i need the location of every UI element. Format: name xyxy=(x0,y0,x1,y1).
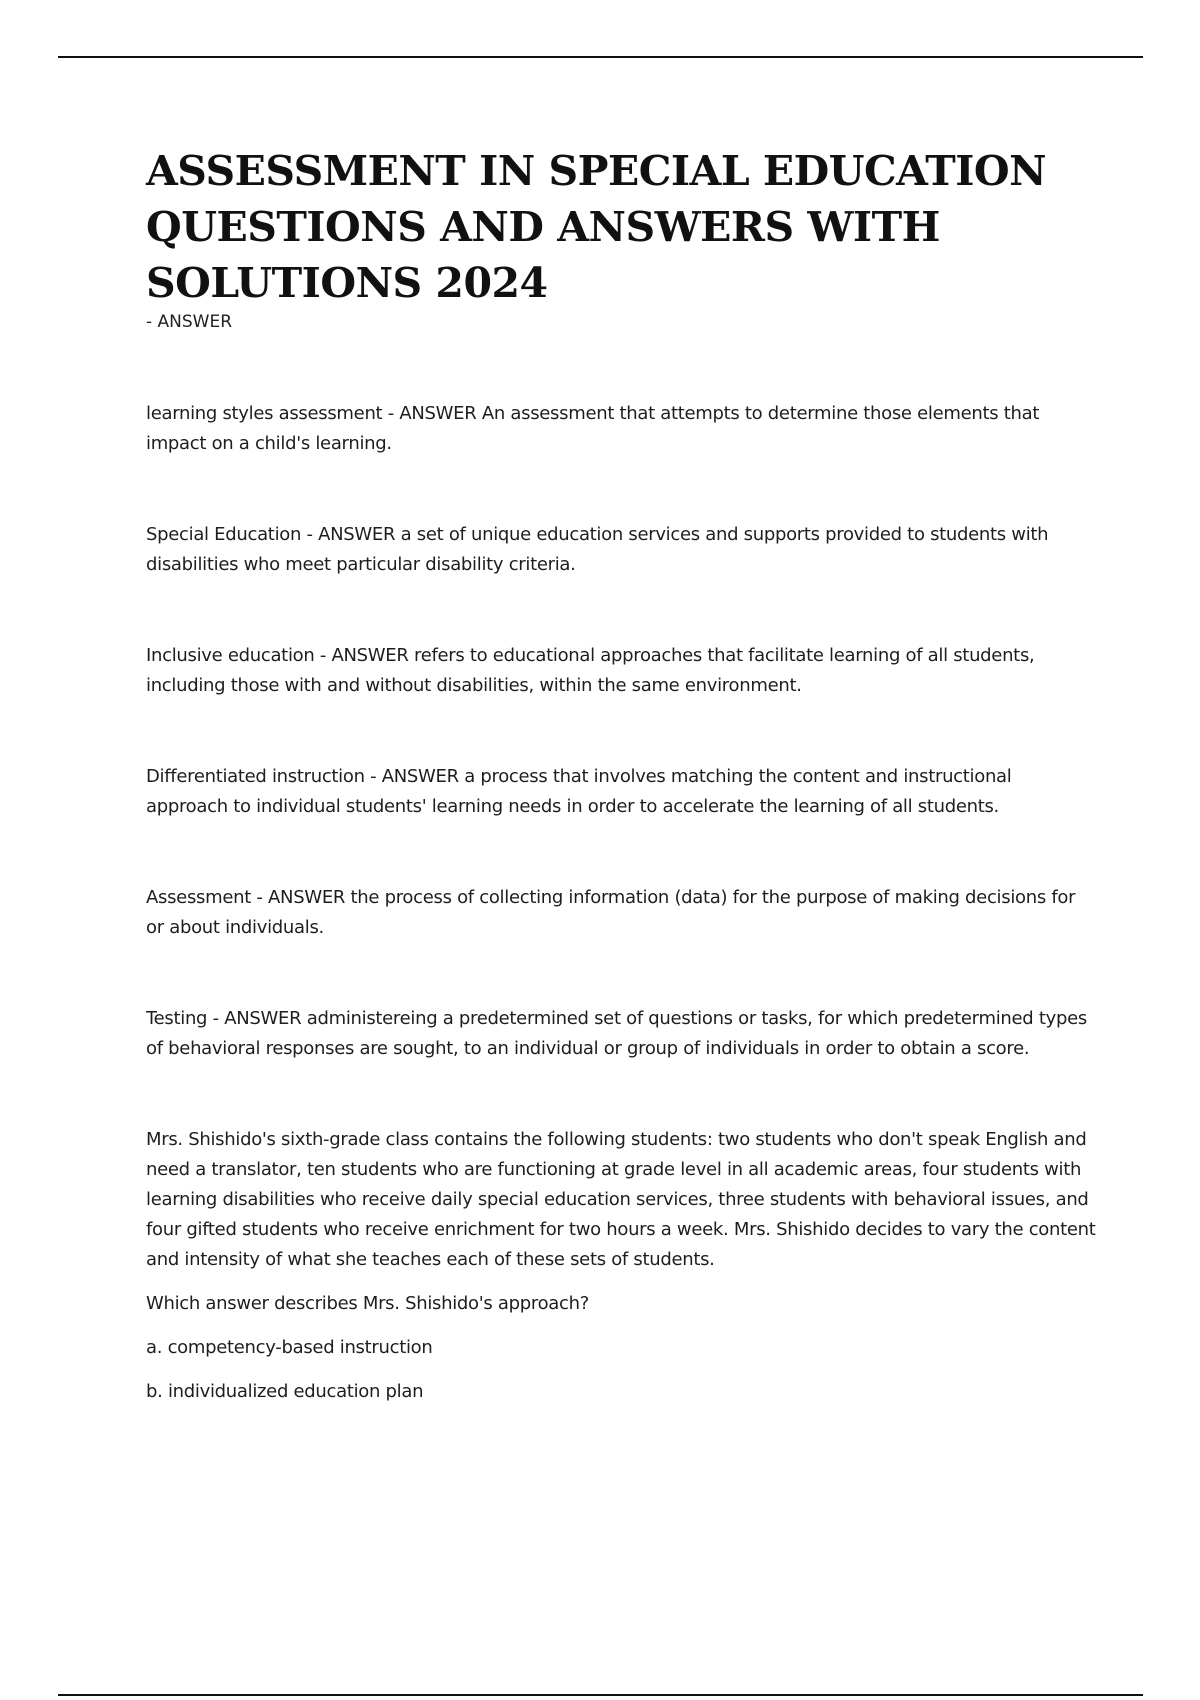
bottom-rule xyxy=(58,1694,1143,1696)
qa-item: Differentiated instruction - ANSWER a process that involves matching the content and instructional approach to individual students' learning needs in order to accelerate the learning of all students. xyxy=(146,766,1012,817)
qa-item: Inclusive education - ANSWER refers to educational approaches that facilitate learning of all students, including those with and without disabilities, within the same environment. xyxy=(146,645,1035,696)
qa-list xyxy=(146,399,1096,1407)
qa-item: Special Education - ANSWER a set of unique education services and supports provided to students with disabilities who meet particular disability criteria. xyxy=(146,524,1049,575)
answer-option-a: a. competency-based instruction xyxy=(146,1337,433,1358)
document-body xyxy=(146,143,1096,1421)
document-subtitle: - ANSWER xyxy=(146,312,233,332)
qa-item: Testing - ANSWER administereing a predetermined set of questions or tasks, for which predetermined types of behavioral responses are sought, to an individual or group of individuals in order to obtain a score. xyxy=(146,1008,1087,1059)
question-scenario: Mrs. Shishido's sixth-grade class contains the following students: two students who don't speak English and need a translator, ten students who are functioning at grade level in all academic areas, four students with learning disabilities who receive daily special education services, three students with behavioral issues, and four gifted students who receive enrichment for two hours a week. Mrs. Shishido decides to vary the content and intensity of what she teaches each of these sets of students. xyxy=(146,1129,1096,1270)
answer-option-b: b. individualized education plan xyxy=(146,1381,424,1402)
top-rule xyxy=(58,56,1143,58)
qa-item: learning styles assessment - ANSWER An assessment that attempts to determine those elements that impact on a child's learning. xyxy=(146,403,1040,454)
qa-item: Assessment - ANSWER the process of collecting information (data) for the purpose of making decisions for or about individuals. xyxy=(146,887,1076,938)
question-block xyxy=(146,1125,1096,1407)
question-prompt: Which answer describes Mrs. Shishido's approach? xyxy=(146,1293,589,1314)
document-title: ASSESSMENT IN SPECIAL EDUCATION QUESTIONS AND ANSWERS WITH SOLUTIONS 2024 xyxy=(146,147,1047,307)
